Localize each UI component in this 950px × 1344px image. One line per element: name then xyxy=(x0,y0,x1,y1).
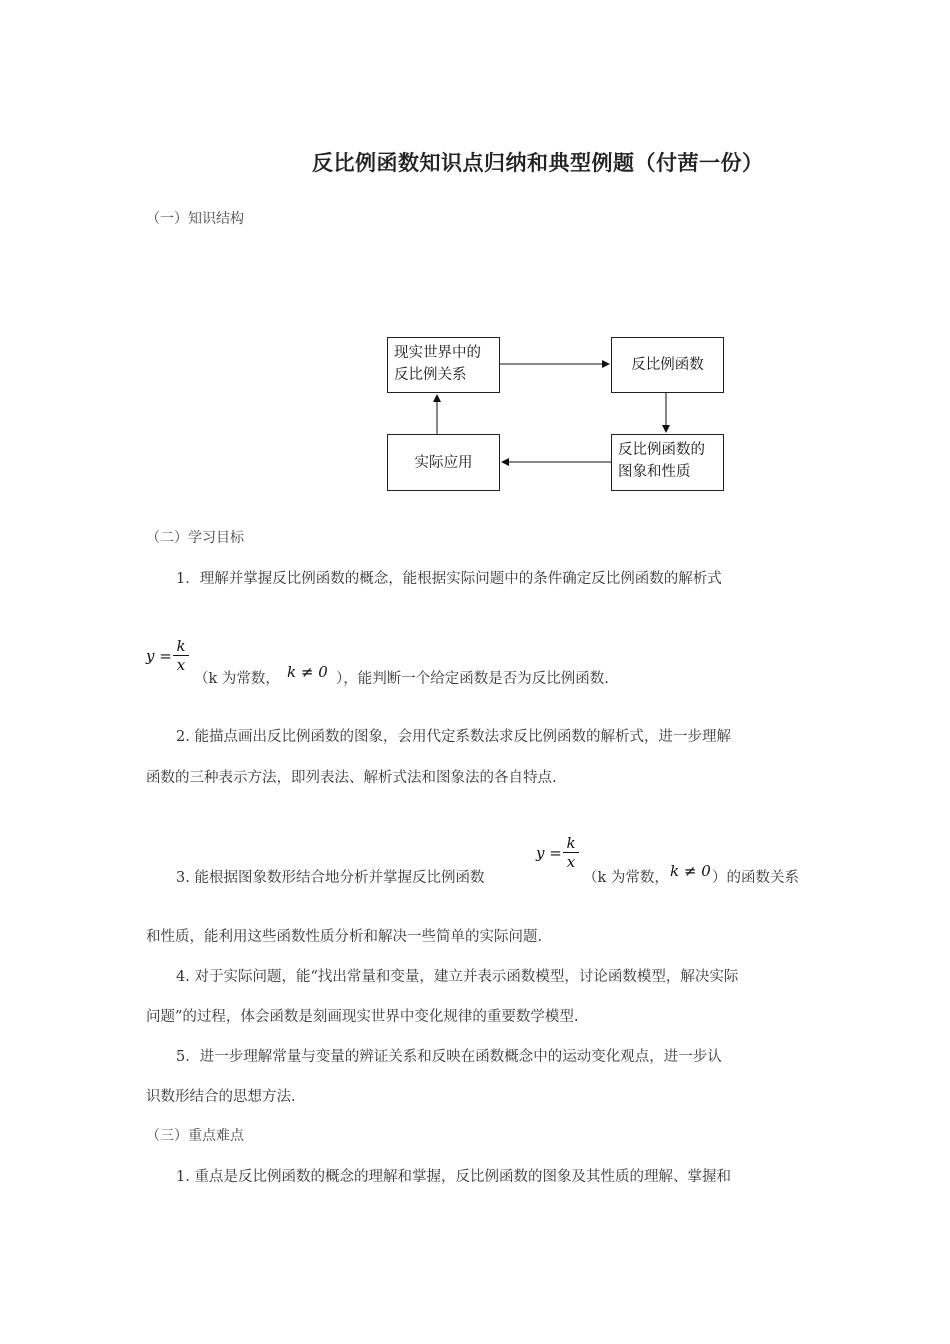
key-point-1-line-1: 1. 重点是反比例函数的概念的理解和掌握，反比例函数的图象及其性质的理解、掌握和 xyxy=(176,1169,731,1185)
page-title: 反比例函数知识点归纳和典型例题（付茜一份） xyxy=(312,151,764,175)
goal-3-line-2: 和性质，能利用这些函数性质分析和解决一些简单的实际问题. xyxy=(146,929,543,945)
diagram-box-graph-properties-line2: 图象和性质 xyxy=(618,464,691,480)
diagram-box-real-world-line1: 现实世界中的 xyxy=(394,345,481,361)
goal-4-line-2: 问题”的过程，体会函数是刻画现实世界中变化规律的重要数学模型. xyxy=(146,1009,579,1025)
goal-1-line-1: 1．理解并掌握反比例函数的概念，能根据实际问题中的条件确定反比例函数的解析式 xyxy=(176,571,722,587)
goal-5-line-2: 识数形结合的思想方法. xyxy=(146,1089,296,1105)
goal-1-line-2-b: ），能判断一个给定函数是否为反比例函数. xyxy=(336,671,609,687)
goal-4-line-1: 4. 对于实际问题，能“找出常量和变量，建立并表示函数模型，讨论函数模型，解决实际 xyxy=(176,969,739,985)
goal-3-line-1-b: （k 为常数， xyxy=(583,870,669,886)
formula-numerator: k xyxy=(176,637,186,655)
diagram-arrows xyxy=(0,0,950,600)
formula-condition-k-not-zero: k ≠ 0 xyxy=(287,663,328,681)
goal-5-line-1: 5．进一步理解常量与变量的辨证关系和反映在函数概念中的运动变化观点，进一步认 xyxy=(176,1049,722,1065)
goal-3-line-1-c: ）的函数关系 xyxy=(712,870,799,886)
goal-2-line-1: 2. 能描点画出反比例函数的图象，会用代定系数法求反比例函数的解析式，进一步理解 xyxy=(176,729,731,745)
section-heading-knowledge-structure: （一）知识结构 xyxy=(146,211,244,227)
formula-fraction xyxy=(174,637,188,674)
formula-lhs-2: y = xyxy=(536,844,562,862)
diagram-box-real-world-line2: 反比例关系 xyxy=(394,367,467,383)
diagram-box-inverse-function-label: 反比例函数 xyxy=(631,357,704,373)
formula-lhs: y = xyxy=(146,647,172,665)
formula-fraction-2 xyxy=(564,834,578,871)
formula-condition-k-not-zero-2: k ≠ 0 xyxy=(670,862,711,880)
goal-2-line-2: 函数的三种表示方法，即列表法、解析式法和图象法的各自特点. xyxy=(146,770,557,786)
diagram-box-graph-properties-line1: 反比例函数的 xyxy=(618,442,705,458)
diagram-box-application-label: 实际应用 xyxy=(414,454,473,471)
goal-1-line-2-a: （k 为常数， xyxy=(194,671,280,687)
formula-denominator-2: x xyxy=(566,853,576,871)
section-heading-learning-goals: （二）学习目标 xyxy=(146,530,244,546)
formula-denominator: x xyxy=(176,656,186,674)
goal-3-line-1-a: 3. 能根据图象数形结合地分析并掌握反比例函数 xyxy=(176,870,485,886)
formula-numerator-2: k xyxy=(566,834,576,852)
section-heading-key-difficulties: （三）重点难点 xyxy=(146,1128,244,1144)
